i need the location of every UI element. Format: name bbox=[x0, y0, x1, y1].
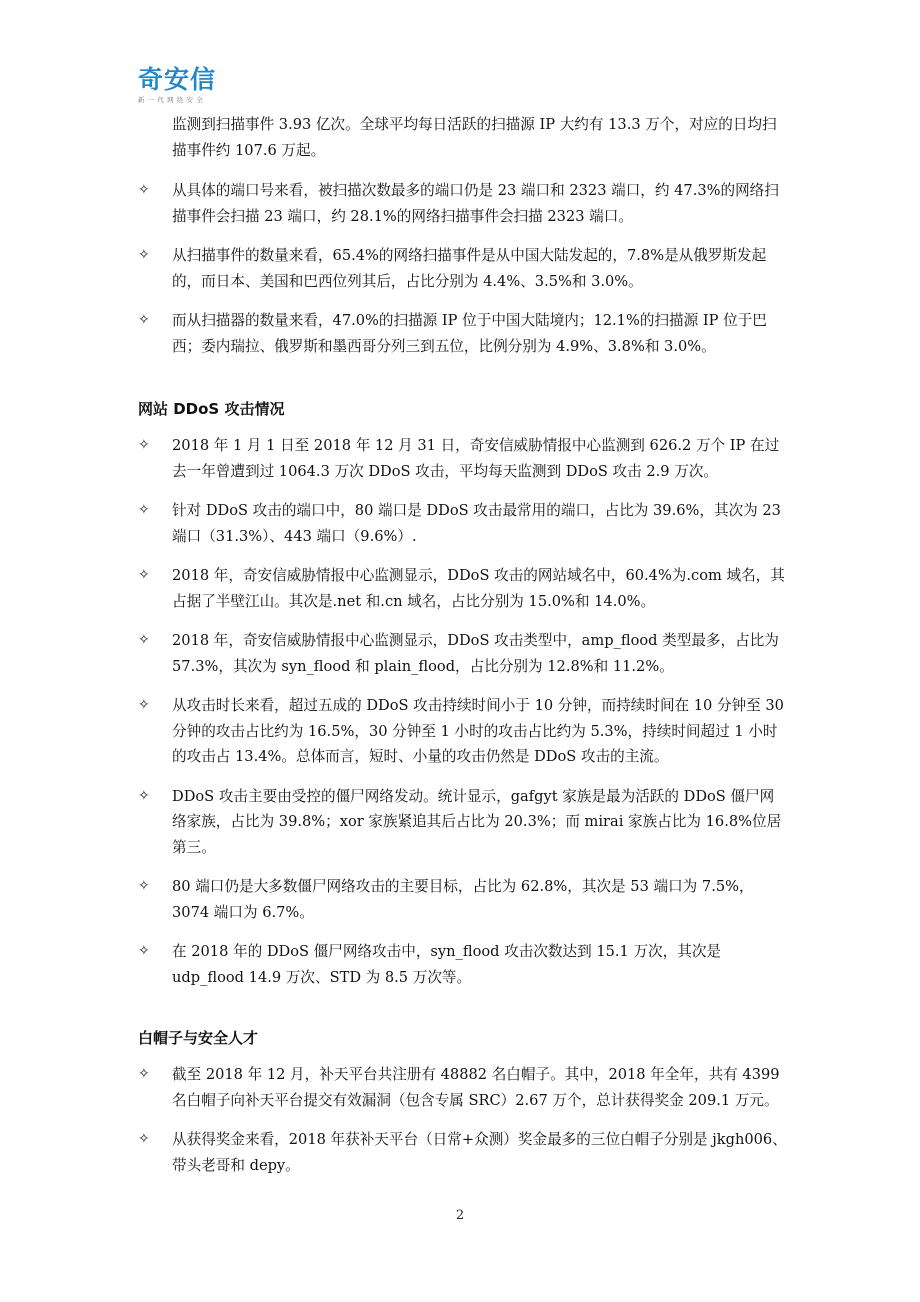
bullet-icon: ✧ bbox=[138, 247, 150, 263]
list-item bbox=[138, 498, 788, 549]
list-item bbox=[138, 178, 788, 229]
list-item-text: 80 端口仍是大多数僵尸网络攻击的主要目标，占比为 62.8%，其次是 53 端口为 7.5%，3074 端口为 6.7%。 bbox=[172, 878, 754, 921]
list-item bbox=[138, 628, 788, 679]
bullet-icon: ✧ bbox=[138, 1131, 150, 1147]
list-item bbox=[138, 243, 788, 294]
list-item-text: 2018 年 1 月 1 日至 2018 年 12 月 31 日，奇安信威胁情报中心监测到 626.2 万个 IP 在过去一年曾遭到过 1064.3 万次 DDoS 攻击，平均每天监测到 DDoS 攻击 2.9 万次。 bbox=[172, 437, 780, 480]
list-item bbox=[138, 939, 788, 990]
list-item bbox=[138, 563, 788, 614]
bullet-icon: ✧ bbox=[138, 697, 150, 713]
bullet-icon: ✧ bbox=[138, 878, 150, 894]
bullet-icon: ✧ bbox=[138, 312, 150, 328]
list-item-text: 针对 DDoS 攻击的端口中，80 端口是 DDoS 攻击最常用的端口，占比为 39.6%，其次为 23 端口（31.3%）、443 端口（9.6%）. bbox=[172, 502, 781, 545]
list-item bbox=[138, 874, 788, 925]
bullet-icon: ✧ bbox=[138, 943, 150, 959]
list-item bbox=[138, 1062, 788, 1113]
intro-text: 监测到扫描事件 3.93 亿次。全球平均每日活跃的扫描源 IP 大约有 13.3 万个，对应的日均扫描事件约 107.6 万起。 bbox=[172, 116, 777, 159]
document-body bbox=[138, 112, 788, 1192]
section-heading-ddos: 网站 DDoS 攻击情况 bbox=[138, 400, 285, 418]
list-item bbox=[138, 433, 788, 484]
list-item bbox=[138, 1127, 788, 1178]
bullet-icon: ✧ bbox=[138, 787, 150, 804]
bullet-icon: ✧ bbox=[138, 502, 150, 518]
list-item-text: 2018 年，奇安信威胁情报中心监测显示，DDoS 攻击的网站域名中，60.4%为.com 域名，其占据了半壁江山。其次是.net 和.cn 域名，占比分别为 15.0%和 14.0%。 bbox=[172, 567, 785, 610]
logo-tagline: 新一代网络安全 bbox=[138, 96, 206, 104]
bullet-icon: ✧ bbox=[138, 437, 150, 453]
list-item bbox=[138, 693, 788, 770]
list-item-text: DDoS 攻击主要由受控的僵尸网络发动。统计显示，gafgyt 家族是最为活跃的 DDoS 僵尸网络家族，占比为 39.8%；xor 家族紧追其后占比为 20.3%；而 mirai 家族占比为 16.8%位居第三。 bbox=[172, 787, 782, 856]
list-item-text: 从攻击时长来看，超过五成的 DDoS 攻击持续时间小于 10 分钟，而持续时间在 10 分钟至 30 分钟的攻击占比约为 16.5%，30 分钟至 1 小时的攻击占比约为 5.3%，持续时间超过 1 小时的攻击占 13.4%。总体而言，短时、小量的攻击仍然是 DDoS 攻击的主流。 bbox=[172, 697, 784, 765]
list-item bbox=[138, 784, 788, 861]
list-item-text: 从获得奖金来看，2018 年获补天平台（日常+众测）奖金最多的三位白帽子分别是 jkgh006、带头老哥和 depy。 bbox=[172, 1131, 787, 1174]
company-logo bbox=[138, 64, 248, 104]
bullet-icon: ✧ bbox=[138, 632, 150, 648]
bullet-icon: ✧ bbox=[138, 182, 150, 198]
list-item-text: 在 2018 年的 DDoS 僵尸网络攻击中，syn_flood 攻击次数达到 15.1 万次，其次是 udp_flood 14.9 万次、STD 为 8.5 万次等。 bbox=[172, 943, 722, 986]
section-heading-whitehat: 白帽子与安全人才 bbox=[138, 1029, 259, 1047]
list-item bbox=[138, 308, 788, 359]
logo-wordmark: 奇安信 bbox=[138, 65, 217, 94]
list-item-text: 2018 年，奇安信威胁情报中心监测显示，DDoS 攻击类型中，amp_flood 类型最多，占比为 57.3%，其次为 syn_flood 和 plain_flood，占比分别为 12.8%和 11.2%。 bbox=[172, 632, 779, 675]
intro-continuation-paragraph bbox=[138, 112, 788, 163]
bullet-icon: ✧ bbox=[138, 567, 150, 583]
list-item-text: 而从扫描器的数量来看，47.0%的扫描源 IP 位于中国大陆境内；12.1%的扫描源 IP 位于巴西；委内瑞拉、俄罗斯和墨西哥分列三到五位，比例分别为 4.9%、3.8%和 3.0%。 bbox=[172, 312, 767, 355]
list-item-text: 截至 2018 年 12 月，补天平台共注册有 48882 名白帽子。其中，2018 年全年，共有 4399 名白帽子向补天平台提交有效漏洞（包含专属 SRC）2.67 万个，总计获得奖金 209.1 万元。 bbox=[172, 1066, 780, 1109]
list-item-text: 从扫描事件的数量来看，65.4%的网络扫描事件是从中国大陆发起的，7.8%是从俄罗斯发起的，而日本、美国和巴西位列其后，占比分别为 4.4%、3.5%和 3.0%。 bbox=[172, 247, 767, 290]
list-item-text: 从具体的端口号来看，被扫描次数最多的端口仍是 23 端口和 2323 端口，约 47.3%的网络扫描事件会扫描 23 端口，约 28.1%的网络扫描事件会扫描 2323 端口。 bbox=[172, 182, 779, 225]
bullet-icon: ✧ bbox=[138, 1066, 150, 1082]
page-number: 2 bbox=[455, 1208, 465, 1223]
